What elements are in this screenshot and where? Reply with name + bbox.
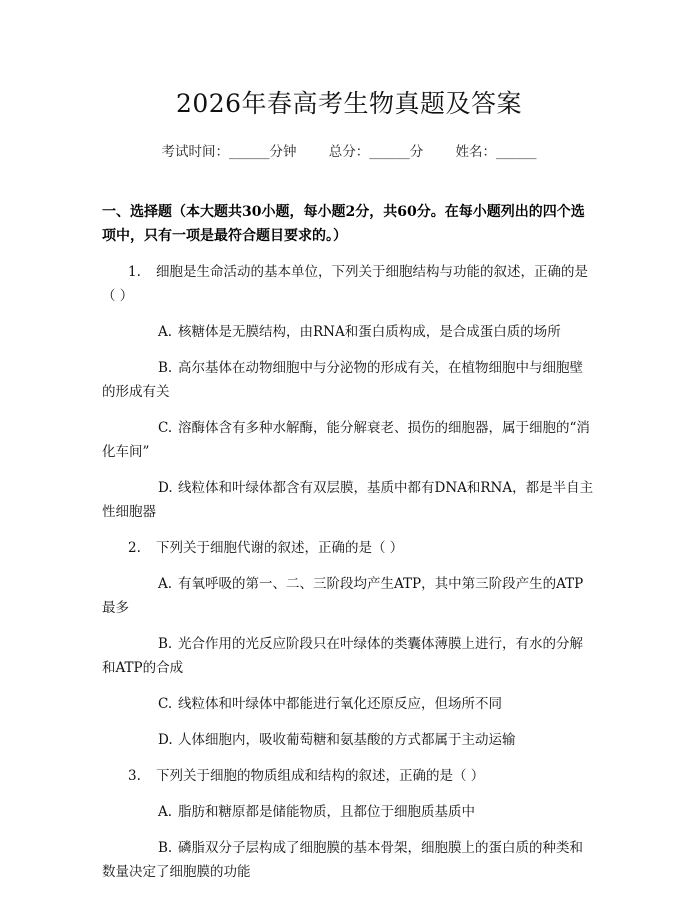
option-2a bbox=[102, 572, 596, 620]
exam-name: 姓名：______ bbox=[455, 144, 537, 160]
option-2d bbox=[102, 728, 596, 752]
option-letter: A. bbox=[158, 576, 173, 592]
option-2b bbox=[102, 632, 596, 680]
option-text: 线粒体和叶绿体都含有双层膜，基质中都有DNA和RNA，都是半自主性细胞器 bbox=[102, 480, 594, 520]
option-1a bbox=[102, 320, 596, 344]
question-number: 3. bbox=[128, 768, 141, 784]
option-text: 人体细胞内，吸收葡萄糖和氨基酸的方式都属于主动运输 bbox=[178, 732, 516, 748]
exam-score: 总分：______分 bbox=[328, 144, 424, 160]
question-3 bbox=[102, 764, 596, 788]
option-text: 高尔基体在动物细胞中与分泌物的形成有关，在植物细胞中与细胞壁的形成有关 bbox=[102, 360, 583, 400]
option-letter: B. bbox=[158, 360, 173, 376]
option-text: 溶酶体含有多种水解酶，能分解衰老、损伤的细胞器，属于细胞的“消化车间” bbox=[102, 420, 590, 460]
option-3b bbox=[102, 836, 596, 884]
question-2 bbox=[102, 536, 596, 560]
question-number: 2. bbox=[128, 540, 141, 556]
option-letter: D. bbox=[158, 480, 173, 496]
exam-time: 考试时间：______分钟 bbox=[161, 144, 297, 160]
question-text: 细胞是生命活动的基本单位，下列关于细胞结构与功能的叙述，正确的是（ ） bbox=[102, 264, 588, 304]
question-text: 下列关于细胞代谢的叙述，正确的是（ ） bbox=[156, 540, 404, 556]
option-text: 线粒体和叶绿体中都能进行氧化还原反应，但场所不同 bbox=[178, 696, 502, 712]
option-text: 核糖体是无膜结构，由RNA和蛋白质构成，是合成蛋白质的场所 bbox=[178, 324, 561, 340]
option-1d bbox=[102, 476, 596, 524]
option-1b bbox=[102, 356, 596, 404]
option-letter: D. bbox=[158, 732, 173, 748]
option-text: 有氧呼吸的第一、二、三阶段均产生ATP，其中第三阶段产生的ATP最多 bbox=[102, 576, 584, 616]
option-letter: A. bbox=[158, 324, 173, 340]
option-text: 脂肪和糖原都是储能物质，且都位于细胞质基质中 bbox=[178, 804, 475, 820]
option-letter: B. bbox=[158, 840, 173, 856]
question-text: 下列关于细胞的物质组成和结构的叙述，正确的是（ ） bbox=[156, 768, 485, 784]
option-letter: C. bbox=[158, 696, 173, 712]
option-1c bbox=[102, 416, 596, 464]
page-title: 2026年春高考生物真题及答案 bbox=[175, 89, 523, 118]
question-1 bbox=[102, 260, 596, 308]
option-letter: B. bbox=[158, 636, 173, 652]
section-heading: 一、选择题（本大题共30小题，每小题2分，共60分。在每小题列出的四个选项中，只有一项是最符合题目要求的。） bbox=[102, 204, 585, 244]
option-3a bbox=[102, 800, 596, 824]
exam-info bbox=[102, 140, 596, 160]
option-letter: A. bbox=[158, 804, 173, 820]
option-text: 光合作用的光反应阶段只在叶绿体的类囊体薄膜上进行，有水的分解和ATP的合成 bbox=[102, 636, 583, 676]
option-2c bbox=[102, 692, 596, 716]
option-text: 磷脂双分子层构成了细胞膜的基本骨架，细胞膜上的蛋白质的种类和数量决定了细胞膜的功能 bbox=[102, 840, 583, 880]
question-number: 1. bbox=[128, 264, 141, 280]
option-letter: C. bbox=[158, 420, 173, 436]
